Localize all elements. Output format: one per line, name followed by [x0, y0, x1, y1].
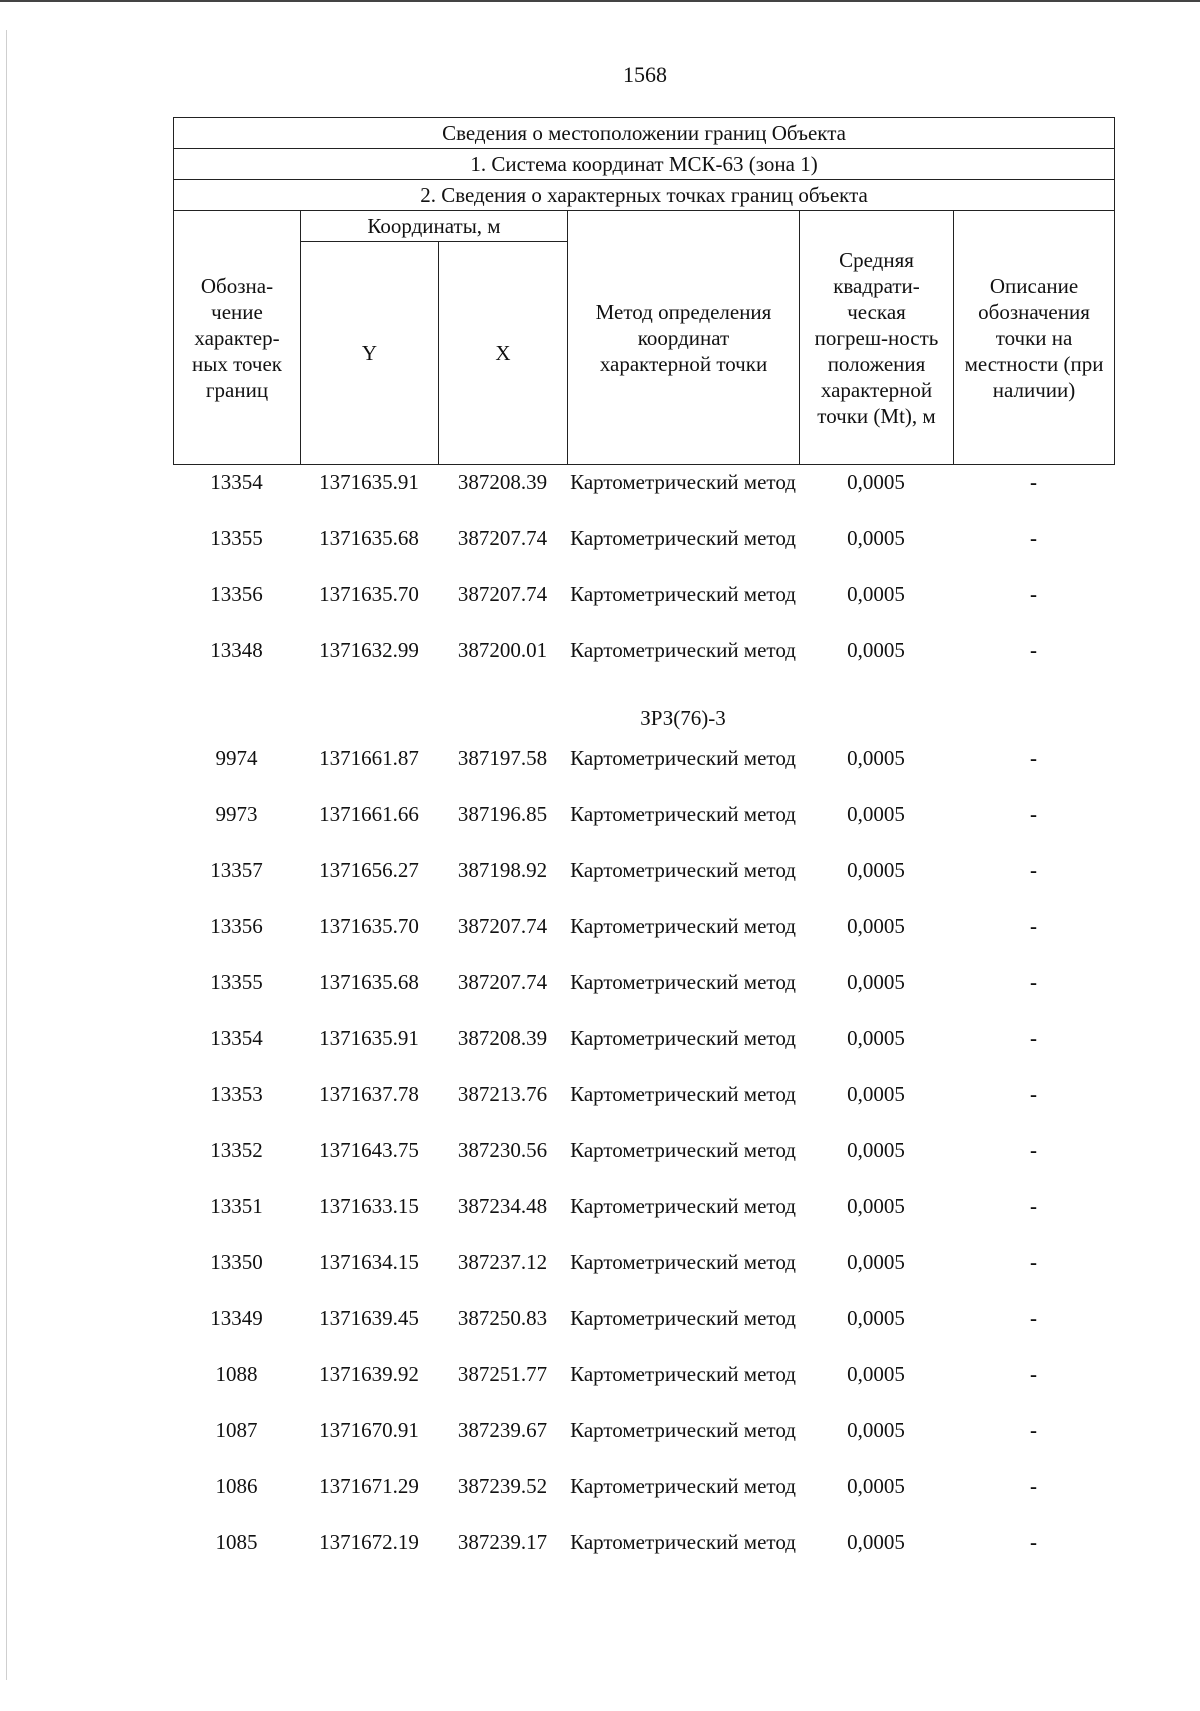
- method: Картометрический метод: [570, 858, 796, 882]
- coord-x: 387198.92: [457, 858, 548, 882]
- rows-bottom: [173, 744, 1114, 1584]
- method: Картометрический метод: [570, 1250, 796, 1274]
- point-id: 9974: [215, 746, 258, 770]
- coord-x: 387230.56: [457, 1138, 548, 1162]
- coord-y: 1371634.15: [319, 1250, 419, 1274]
- point-id: 9973: [215, 802, 258, 826]
- coord-y: 1371637.78: [319, 1082, 419, 1106]
- mean-square-error: 0,0005: [847, 746, 905, 770]
- table-body: [173, 468, 1114, 1584]
- method: Картометрический метод: [570, 914, 796, 938]
- point-id: 13351: [210, 1194, 263, 1218]
- coord-y: 1371643.75: [319, 1138, 419, 1162]
- point-description: -: [1030, 970, 1037, 994]
- mean-square-error: 0,0005: [847, 1250, 905, 1274]
- coord-x: 387239.17: [457, 1530, 548, 1554]
- point-id: 13355: [210, 526, 263, 550]
- mean-square-error: 0,0005: [847, 526, 905, 550]
- table-row: [173, 580, 1114, 636]
- coord-y: 1371635.68: [319, 526, 419, 550]
- coord-y: 1371639.92: [319, 1362, 419, 1386]
- coord-x: 387239.52: [457, 1474, 548, 1498]
- mean-square-error: 0,0005: [847, 638, 905, 662]
- point-description: -: [1030, 858, 1037, 882]
- coord-y: 1371671.29: [319, 1474, 419, 1498]
- point-description: -: [1030, 638, 1037, 662]
- table-row: [173, 744, 1114, 800]
- coord-y: 1371635.68: [319, 970, 419, 994]
- mean-square-error: 0,0005: [847, 1194, 905, 1218]
- mean-square-error: 0,0005: [847, 1418, 905, 1442]
- coord-x: 387200.01: [457, 638, 548, 662]
- point-description: -: [1030, 1194, 1037, 1218]
- point-id: 13348: [210, 638, 263, 662]
- point-description: -: [1030, 526, 1037, 550]
- point-description: -: [1030, 470, 1037, 494]
- point-id: 1086: [215, 1474, 258, 1498]
- coord-x: 387207.74: [457, 526, 548, 550]
- method: Картометрический метод: [570, 970, 796, 994]
- mean-square-error: 0,0005: [847, 1082, 905, 1106]
- point-id: 13350: [210, 1250, 263, 1274]
- point-description: -: [1030, 914, 1037, 938]
- point-description: -: [1030, 1250, 1037, 1274]
- coord-y: 1371635.70: [319, 914, 419, 938]
- point-id: 13356: [210, 582, 263, 606]
- point-description: -: [1030, 1474, 1037, 1498]
- point-id: 13349: [210, 1306, 263, 1330]
- header-designation-text: Обозна-чение характер-ных точек границ: [191, 273, 283, 402]
- table-row: [173, 1528, 1114, 1584]
- page-number: 1568: [623, 62, 667, 87]
- mean-square-error: 0,0005: [847, 470, 905, 494]
- table-row: [173, 856, 1114, 912]
- mean-square-error: 0,0005: [847, 1026, 905, 1050]
- point-id: 13352: [210, 1138, 263, 1162]
- coordinate-system: 1. Система координат МСК-63 (зона 1): [174, 149, 1115, 180]
- table-row: [173, 1304, 1114, 1360]
- coord-x: 387251.77: [457, 1362, 548, 1386]
- point-description: -: [1030, 1362, 1037, 1386]
- coord-y: 1371661.66: [319, 802, 419, 826]
- table-row: [173, 1360, 1114, 1416]
- mean-square-error: 0,0005: [847, 970, 905, 994]
- table-row: [173, 1416, 1114, 1472]
- coord-x: 387207.74: [457, 970, 548, 994]
- method: Картометрический метод: [570, 1418, 796, 1442]
- method: Картометрический метод: [570, 1474, 796, 1498]
- coord-y: 1371656.27: [319, 858, 419, 882]
- coord-y: 1371635.70: [319, 582, 419, 606]
- coord-x: 387207.74: [457, 582, 548, 606]
- method: Картометрический метод: [570, 526, 796, 550]
- point-description: -: [1030, 1026, 1037, 1050]
- header-description: [954, 211, 1115, 465]
- method: Картометрический метод: [570, 582, 796, 606]
- coord-y: 1371672.19: [319, 1530, 419, 1554]
- table-row: [173, 968, 1114, 1024]
- top-rule: [0, 0, 1200, 2]
- header-coordinates: Координаты, м: [301, 211, 568, 242]
- coord-x: 387234.48: [457, 1194, 548, 1218]
- point-id: 13354: [210, 1026, 263, 1050]
- method: Картометрический метод: [570, 1306, 796, 1330]
- point-description: -: [1030, 1418, 1037, 1442]
- coord-x: 387213.76: [457, 1082, 548, 1106]
- header-method-text: Метод определения координат характерной точки: [595, 299, 772, 376]
- coord-y: 1371670.91: [319, 1418, 419, 1442]
- method: Картометрический метод: [570, 1530, 796, 1554]
- mean-square-error: 0,0005: [847, 1362, 905, 1386]
- coord-y: 1371632.99: [319, 638, 419, 662]
- coord-y: 1371661.87: [319, 746, 419, 770]
- method: Картометрический метод: [570, 638, 796, 662]
- method: Картометрический метод: [570, 1362, 796, 1386]
- method: Картометрический метод: [570, 1138, 796, 1162]
- coord-y: 1371635.91: [319, 1026, 419, 1050]
- mean-square-error: 0,0005: [847, 1306, 905, 1330]
- point-description: -: [1030, 582, 1037, 606]
- point-id: 13355: [210, 970, 263, 994]
- mean-square-error: 0,0005: [847, 858, 905, 882]
- scan-edge: [6, 30, 7, 1680]
- method: Картометрический метод: [570, 1026, 796, 1050]
- point-id: 13353: [210, 1082, 263, 1106]
- method: Картометрический метод: [570, 1082, 796, 1106]
- table-row: [173, 636, 1114, 692]
- subsection-block: [173, 692, 1114, 744]
- table-header: [173, 117, 1115, 465]
- point-description: -: [1030, 1138, 1037, 1162]
- table-row: [173, 1192, 1114, 1248]
- table-row: [173, 1248, 1114, 1304]
- coord-y: 1371633.15: [319, 1194, 419, 1218]
- coord-x: 387197.58: [457, 746, 548, 770]
- mean-square-error: 0,0005: [847, 1530, 905, 1554]
- coord-x: 387208.39: [457, 1026, 548, 1050]
- header-designation: [174, 211, 301, 465]
- coord-x: 387208.39: [457, 470, 548, 494]
- table-row: [173, 1472, 1114, 1528]
- rows-top: [173, 468, 1114, 692]
- coord-y: 1371639.45: [319, 1306, 419, 1330]
- point-id: 1087: [215, 1418, 258, 1442]
- point-id: 1088: [215, 1362, 258, 1386]
- header-x: X: [439, 242, 568, 465]
- point-description: -: [1030, 802, 1037, 826]
- method: Картометрический метод: [570, 470, 796, 494]
- coord-x: 387239.67: [457, 1418, 548, 1442]
- table-row: [173, 468, 1114, 524]
- subsection-label: ЗРЗ(76)-3: [640, 706, 726, 730]
- point-description: -: [1030, 1530, 1037, 1554]
- section-title: 2. Сведения о характерных точках границ объекта: [174, 180, 1115, 211]
- point-description: -: [1030, 746, 1037, 770]
- header-error: [800, 211, 954, 465]
- coord-y: 1371635.91: [319, 470, 419, 494]
- mean-square-error: 0,0005: [847, 1138, 905, 1162]
- coord-x: 387196.85: [457, 802, 548, 826]
- header-description-text: Описание обозначения точки на местности (при наличии): [964, 273, 1104, 402]
- table-row: [173, 1080, 1114, 1136]
- coord-x: 387237.12: [457, 1250, 548, 1274]
- table-row: [173, 1136, 1114, 1192]
- point-id: 13356: [210, 914, 263, 938]
- header-method: [568, 211, 800, 465]
- mean-square-error: 0,0005: [847, 802, 905, 826]
- point-id: 1085: [215, 1530, 258, 1554]
- method: Картометрический метод: [570, 746, 796, 770]
- mean-square-error: 0,0005: [847, 914, 905, 938]
- method: Картометрический метод: [570, 1194, 796, 1218]
- mean-square-error: 0,0005: [847, 582, 905, 606]
- point-description: -: [1030, 1306, 1037, 1330]
- point-description: -: [1030, 1082, 1037, 1106]
- table-row: [173, 800, 1114, 856]
- table-row: [173, 912, 1114, 968]
- coord-x: 387207.74: [457, 914, 548, 938]
- table-row: [173, 1024, 1114, 1080]
- table-title: Сведения о местоположении границ Объекта: [174, 118, 1115, 149]
- coord-x: 387250.83: [457, 1306, 548, 1330]
- header-error-text: Средняя квадрати-ческая погреш-ность положения характерной точки (Mt), м: [814, 247, 939, 428]
- method: Картометрический метод: [570, 802, 796, 826]
- point-id: 13354: [210, 470, 263, 494]
- table-row: [173, 524, 1114, 580]
- header-y: Y: [301, 242, 439, 465]
- mean-square-error: 0,0005: [847, 1474, 905, 1498]
- point-id: 13357: [210, 858, 263, 882]
